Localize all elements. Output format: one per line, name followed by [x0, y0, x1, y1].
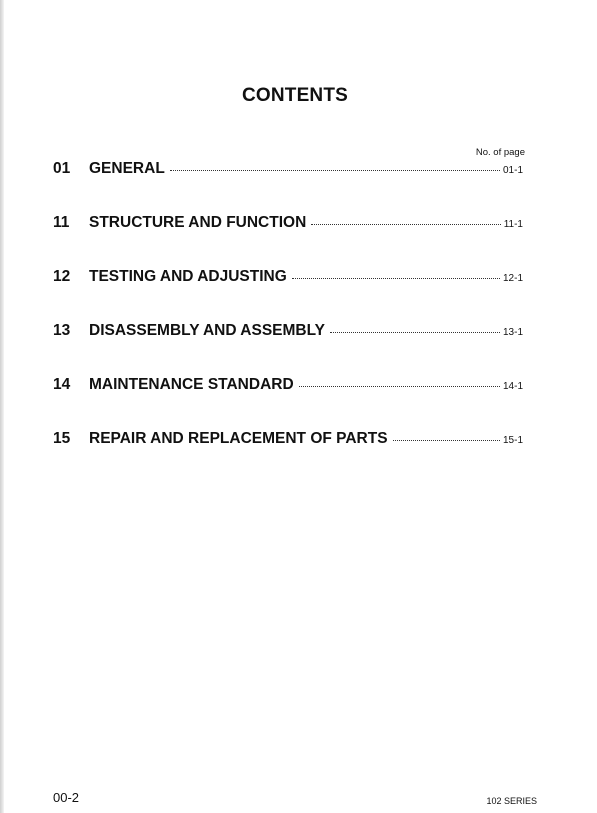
toc-entry-page: 15-1: [502, 435, 523, 446]
toc-entry-page: 13-1: [502, 327, 523, 338]
toc-entry[interactable]: [53, 160, 523, 214]
toc-entry-number: 15: [53, 430, 71, 447]
toc-entry[interactable]: [53, 268, 523, 322]
toc-entry-page: 12-1: [502, 273, 523, 284]
toc-entry-number: 11: [53, 214, 70, 231]
toc-entry-number: 01: [53, 160, 71, 177]
toc-dot-leader: [393, 440, 500, 441]
page-number-column-header: No. of page: [475, 147, 525, 158]
toc-entry-title: TESTING AND ADJUSTING: [89, 268, 287, 285]
toc-entry-number: 13: [53, 322, 71, 339]
toc-entry-title: STRUCTURE AND FUNCTION: [89, 214, 307, 231]
toc-entry-page: 01-1: [502, 165, 523, 176]
toc-dot-leader: [299, 386, 500, 387]
toc-entry-number: 14: [53, 376, 71, 393]
toc-entry-page: 14-1: [502, 381, 523, 392]
toc-entry[interactable]: [53, 376, 523, 430]
toc-entry[interactable]: [53, 430, 523, 484]
toc-dot-leader: [170, 170, 500, 171]
toc-entry-number: 12: [53, 268, 71, 285]
toc-entry-title: MAINTENANCE STANDARD: [89, 376, 294, 393]
toc-entry[interactable]: [53, 214, 523, 268]
toc-dot-leader: [311, 224, 500, 225]
page-title: CONTENTS: [241, 85, 349, 106]
toc-entry-title: REPAIR AND REPLACEMENT OF PARTS: [89, 430, 388, 447]
toc-entry-page: 11-1: [503, 219, 523, 230]
toc-dot-leader: [292, 278, 500, 279]
toc-entry-title: GENERAL: [89, 160, 165, 177]
table-of-contents: [53, 160, 523, 484]
footer-page-number: 00-2: [53, 790, 80, 805]
footer-series: 102 SERIES: [486, 796, 537, 806]
page-edge-shadow: [0, 0, 4, 813]
toc-dot-leader: [330, 332, 500, 333]
toc-entry[interactable]: [53, 322, 523, 376]
toc-entry-title: DISASSEMBLY AND ASSEMBLY: [89, 322, 325, 339]
